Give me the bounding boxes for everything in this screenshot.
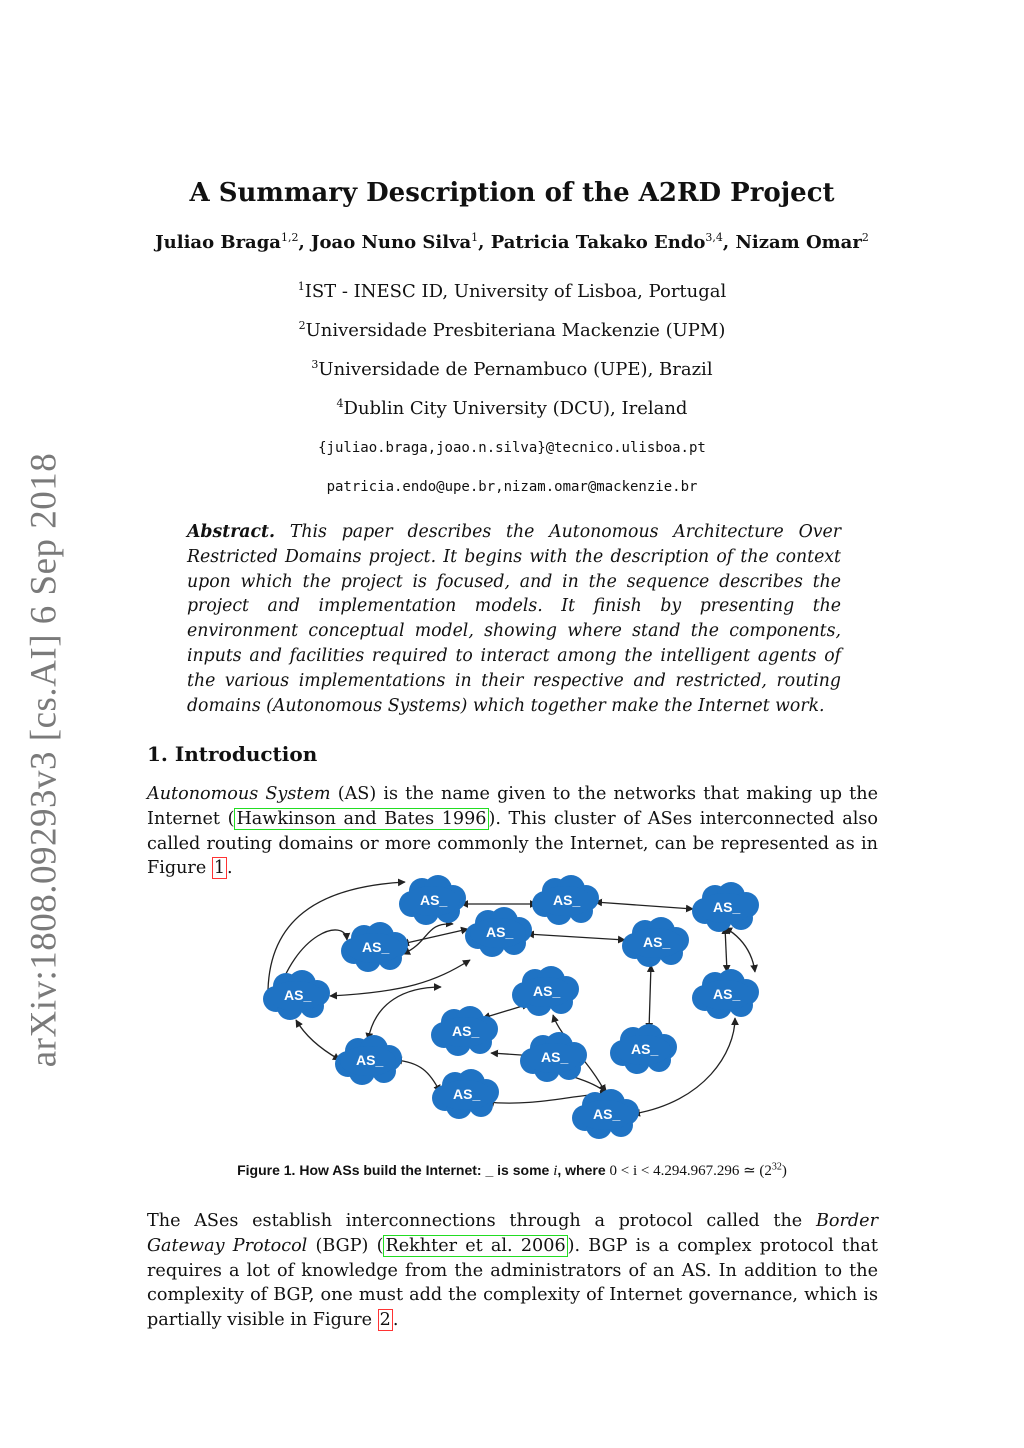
as-node-label: AS_	[284, 987, 312, 1003]
as-link-arrow	[649, 965, 651, 1030]
as-link-arrow	[725, 928, 755, 972]
as-node-label: AS_	[486, 924, 514, 940]
as-node-label: AS_	[453, 1086, 481, 1102]
figure-ref-link[interactable]: 1	[213, 858, 226, 879]
paragraph: The ASes establish interconnections through a protocol called the Border Gateway Protocol (BGP) ( Rekhter et al. 2006 ). BGP is a complex protocol that requires a lot of knowledge from the administrators of an AS. In addition to the complexity of BGP, one must add the complexity of Internet governance, which is partially visible in Figure 2 .	[147, 1211, 878, 1331]
as-node-label: AS_	[713, 899, 741, 915]
as-network-diagram	[255, 872, 775, 1142]
as-node-cloud	[692, 969, 759, 1019]
author-name: Nizam Omar	[735, 232, 862, 253]
as-node-cloud	[335, 1035, 402, 1085]
as-link-arrow	[527, 934, 625, 940]
email-line: {juliao.braga,joao.n.silva}@tecnico.ulisboa.pt	[318, 440, 706, 456]
author-name: Joao Nuno Silva	[311, 232, 472, 253]
as-link-arrow	[368, 987, 441, 1040]
as-node-label: AS_	[713, 986, 741, 1002]
as-node-cloud	[512, 966, 579, 1016]
as-node-label: AS_	[356, 1052, 384, 1068]
author-name: Juliao Braga	[155, 232, 281, 253]
paper-title: A Summary Description of the A2RD Project	[189, 178, 835, 208]
abstract-label: Abstract.	[187, 522, 276, 542]
as-node-cloud	[532, 875, 599, 925]
as-node-cloud	[399, 875, 466, 925]
paragraph: Autonomous System (AS) is the name given to the networks that making up the Internet ( Hawkinson and Bates 1996 ). This cluster of ASes interconnected also called routing domains or more commonly the Internet, can be represented as in Figure 1 .	[147, 784, 878, 879]
as-node-cloud	[341, 922, 408, 972]
as-node-cloud	[692, 882, 759, 932]
author-list: Juliao Braga$^{1,2}$, Joao Nuno Silva$^1$, Patricia Takako Endo$^{3,4}$, Nizam Omar$^2$	[155, 231, 869, 253]
as-link-arrow	[330, 960, 470, 996]
citation-link[interactable]: Rekhter et al. 2006	[385, 1235, 566, 1256]
as-node-cloud	[622, 917, 689, 967]
as-node-label: AS_	[593, 1106, 621, 1122]
affiliation: $^3$Universidade de Pernambuco (UPE), Brazil	[311, 358, 713, 380]
as-node-label: AS_	[553, 892, 581, 908]
affiliation: $^4$Dublin City University (DCU), Ireland	[336, 397, 688, 419]
as-node-label: AS_	[452, 1023, 480, 1039]
author-name: Patricia Takako Endo	[490, 232, 706, 253]
figure-ref-link[interactable]: 2	[379, 1310, 391, 1331]
as-node-cloud	[431, 1006, 498, 1056]
affiliation: $^1$IST - INESC ID, University of Lisboa, Portugal	[297, 280, 727, 302]
as-node-cloud	[432, 1069, 499, 1119]
affiliation: $^2$Universidade Presbiteriana Mackenzie (UPM)	[298, 319, 726, 341]
abstract	[187, 520, 841, 718]
as-node-label: AS_	[631, 1041, 659, 1057]
citation-link[interactable]: Hawkinson and Bates 1996	[236, 808, 487, 829]
as-node-label: AS_	[420, 892, 448, 908]
email-line: patricia.endo@upe.br,nizam.omar@mackenzie.br	[326, 479, 698, 495]
as-node-label: AS_	[643, 934, 671, 950]
as-node-cloud	[465, 907, 532, 957]
as-node-label: AS_	[362, 939, 390, 955]
as-link-arrow	[403, 924, 453, 954]
abstract-text: This paper describes the Autonomous Architecture Over Restricted Domains project. It begins with the description of the context upon which the project is focused, and in the sequence describes the project and implementation models. It finish by presenting the environment conceptual model, showing where stand the components, inputs and facilities required to interact among the intelligent agents of the various implementations in their respective and restricted, routing domains (Autonomous Systems) which together make the Internet work.	[187, 522, 842, 716]
as-link-arrow	[296, 1020, 340, 1060]
as-link-arrow	[725, 927, 727, 972]
as-node-cloud	[263, 970, 330, 1020]
figure-caption: Figure 1. How ASs build the Internet: _ is some i, where 0 < i < 4.294.967.296 ≃ $(2^{32})$	[237, 1161, 787, 1179]
section-heading: 1. Introduction	[147, 742, 318, 766]
as-link-arrow	[402, 929, 468, 944]
as-link-arrow	[595, 902, 693, 909]
as-link-arrow	[395, 1060, 440, 1092]
as-node-cloud	[610, 1024, 677, 1074]
arxiv-stamp: arXiv:1808.09293v3 [cs.AI] 6 Sep 2018	[23, 452, 65, 1068]
as-node-cloud	[520, 1032, 587, 1082]
as-node-label: AS_	[533, 983, 561, 999]
as-node-label: AS_	[541, 1049, 569, 1065]
